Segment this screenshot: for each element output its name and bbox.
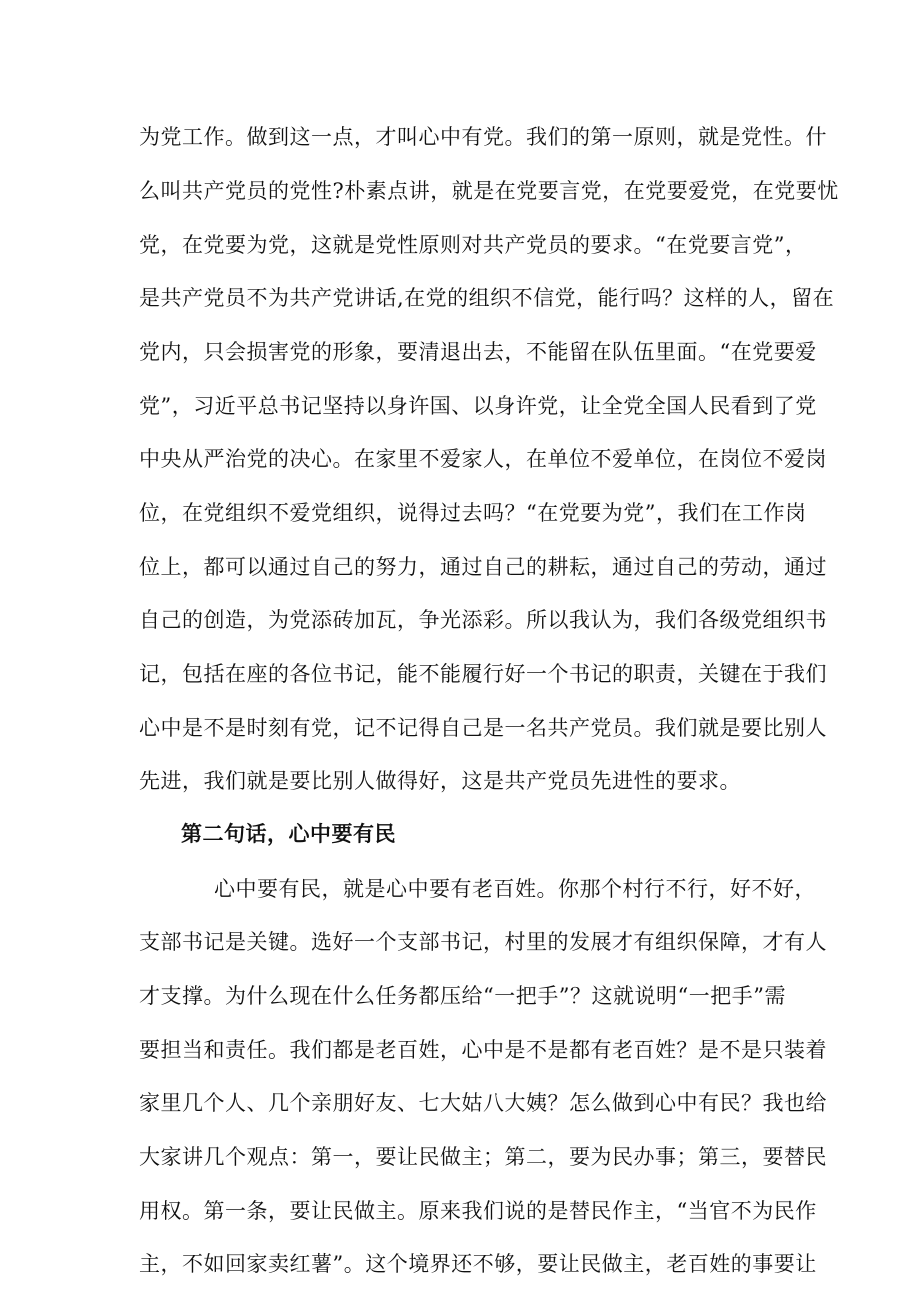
section-heading: 第二句话，心中要有民 [181,821,396,846]
paragraph-line: 要担当和责任。我们都是老百姓，心中是不是都有老百姓？是不是只装着 [139,1038,827,1062]
paragraph-line: 心中要有民，就是心中要有老百姓。你那个村行不行，好不好， [214,877,816,901]
paragraph-line: 心中是不是时刻有党，记不记得自己是一名共产党员。我们就是要比别人 [139,716,827,740]
paragraph-line: 先进，我们就是要比别人做得好，这是共产党员先进性的要求。 [139,769,741,793]
paragraph-line: 记，包括在座的各位书记，能不能履行好一个书记的职责，关键在于我们 [139,662,827,686]
paragraph-line: 家里几个人、几个亲朋好友、七大姑八大姨？怎么做到心中有民？我也给 [139,1091,827,1115]
paragraph-line: 为党工作。做到这一点，才叫心中有党。我们的第一原则，就是党性。什 [139,125,827,149]
paragraph-line: 么叫共产党员的党性?朴素点讲，就是在党要言党，在党要爱党，在党要忧 [139,179,839,203]
paragraph-line: 是共产党员不为共产党讲话,在党的组织不信党，能行吗？这样的人，留在 [139,286,835,310]
paragraph-line: 用权。第一条，要让民做主。原来我们说的是替民作主，“当官不为民作 [139,1199,817,1223]
paragraph-line: 才支撑。为什么现在什么任务都压给“一把手”？这就说明“一把手”需 [139,984,786,1008]
paragraph-line: 中央从严治党的决心。在家里不爱家人，在单位不爱单位，在岗位不爱岗 [139,447,827,471]
paragraph-line: 主，不如回家卖红薯”。这个境界还不够，要让民做主，老百姓的事要让 [139,1252,817,1276]
paragraph-line: 位，在党组织不爱党组织，说得过去吗？“在党要为党”，我们在工作岗 [139,501,807,525]
paragraph-line: 党”，习近平总书记坚持以身许国、以身许党，让全党全国人民看到了党 [139,394,817,418]
paragraph-line: 支部书记是关键。选好一个支部书记，村里的发展才有组织保障，才有人 [139,930,827,954]
paragraph-line: 党，在党要为党，这就是党性原则对共产党员的要求。“在党要言党”， [139,233,807,257]
paragraph-line: 大家讲几个观点：第一，要让民做主；第二，要为民办事；第三，要替民 [139,1145,827,1169]
paragraph-line: 党内，只会损害党的形象，要清退出去，不能留在队伍里面。“在党要爱 [139,340,817,364]
paragraph-line: 自己的创造，为党添砖加瓦，争光添彩。所以我认为，我们各级党组织书 [139,608,827,632]
paragraph-line: 位上，都可以通过自己的努力，通过自己的耕耘，通过自己的劳动，通过 [139,555,827,579]
